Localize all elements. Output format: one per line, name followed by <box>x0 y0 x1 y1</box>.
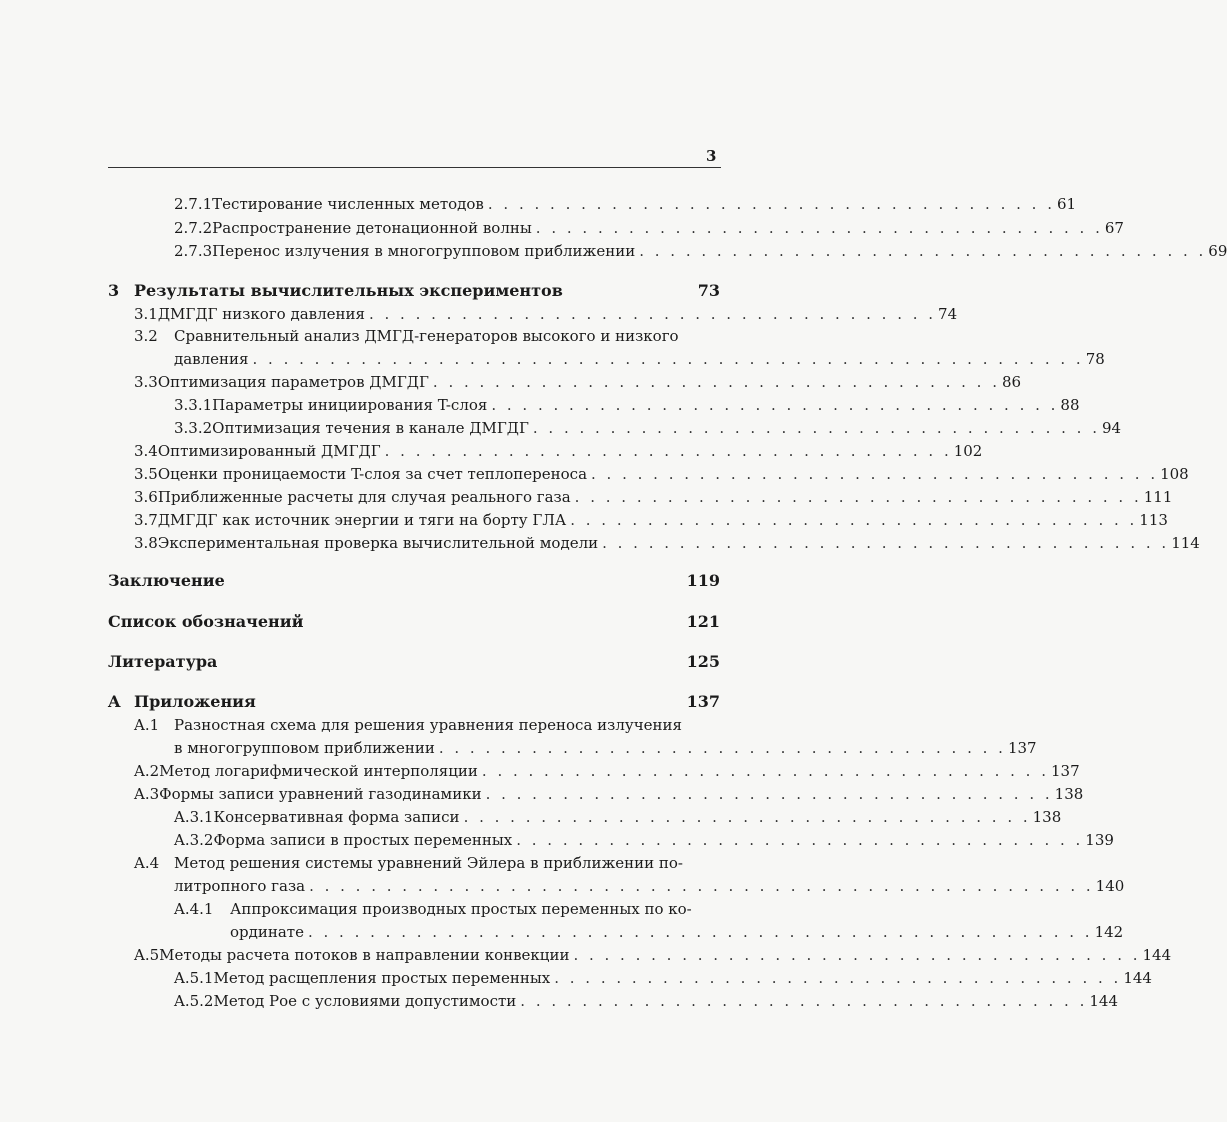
toc-chapter-page: 119 <box>686 571 720 590</box>
toc-entry <box>134 326 720 346</box>
toc-entry <box>174 968 1152 988</box>
toc-entry-title: Экспериментальная проверка вычислительной модели <box>157 534 599 552</box>
toc-chapter-title: Результаты вычислительных экспериментов <box>134 281 563 300</box>
toc-entry-title: Метод расщепления простых переменных <box>213 969 551 987</box>
toc-chapter-page: 137 <box>686 692 720 711</box>
toc-entry-number: 2.7.3 <box>174 242 213 260</box>
toc-entry-page: 144 <box>1142 946 1172 964</box>
toc-leader-dots: . . . . . . . . . . . . . . . . . . . . . . . . . . . . . . . . . . . . . <box>532 419 1100 437</box>
toc-entry <box>174 418 1122 438</box>
toc-entry-title: Форма записи в простых переменных <box>213 831 513 849</box>
toc-entry-number: 3.3.2 <box>174 419 213 437</box>
toc-chapter-title: Список обозначений <box>108 612 304 631</box>
toc-entry-number: 3.6 <box>134 488 158 506</box>
toc-entry-page: 88 <box>1060 396 1080 414</box>
toc-chapter <box>108 571 720 591</box>
toc-entry-number: A.5.1 <box>174 969 214 987</box>
toc-chapter <box>108 652 720 672</box>
toc-leader-dots: . . . . . . . . . . . . . . . . . . . . . . . . . . . . . . . . . . . . . . . . . . . . . . . . . . . . . . <box>252 350 1084 368</box>
toc-entry-page: 137 <box>1007 739 1037 757</box>
toc-entry-page: 137 <box>1050 762 1080 780</box>
toc-entry-page: 108 <box>1160 465 1189 483</box>
toc-entry <box>134 761 1080 781</box>
toc-chapter-page: 125 <box>686 652 720 671</box>
toc-entry-page: 144 <box>1123 969 1152 987</box>
toc-entry-continuation <box>174 876 1125 896</box>
toc-entry-number: A.2 <box>134 762 160 780</box>
toc-entry <box>134 784 1084 804</box>
toc-chapter-page: 121 <box>686 612 720 631</box>
toc-leader-dots: . . . . . . . . . . . . . . . . . . . . . . . . . . . . . . . . . . . . . <box>384 442 952 460</box>
toc-entry-title: Аппроксимация производных простых переменных по ко- <box>230 900 692 918</box>
toc-leader-dots: . . . . . . . . . . . . . . . . . . . . . . . . . . . . . . . . . . . . . . . . . . . . . . . . . . . <box>309 877 1094 895</box>
toc-entry <box>174 991 1118 1011</box>
toc-leader-dots: . . . . . . . . . . . . . . . . . . . . . . . . . . . . . . . . . . . . . . . . . . . . . . . . . . . <box>307 923 1093 941</box>
toc-entry-title: Параметры инициирования T-слоя <box>212 396 488 414</box>
toc-entry-page: 138 <box>1054 785 1084 803</box>
toc-leader-dots: . . . . . . . . . . . . . . . . . . . . . . . . . . . . . . . . . . . . . <box>463 808 1031 826</box>
toc-leader-dots: . . . . . . . . . . . . . . . . . . . . . . . . . . . . . . . . . . . . . <box>438 739 1006 757</box>
toc-entry-number: 3.3.1 <box>174 396 213 414</box>
toc-chapter-title: Заключение <box>108 571 225 590</box>
toc-entry-title: Метод решения системы уравнений Эйлера в приближении по- <box>174 854 683 872</box>
toc-entry-title: Сравнительный анализ ДМГД-генераторов высокого и низкого <box>174 327 679 345</box>
toc-entry-page: 139 <box>1085 831 1114 849</box>
toc-entry-title: Перенос излучения в многогрупповом приближении <box>212 242 636 260</box>
toc-entry <box>174 830 1114 850</box>
toc-entry-number: A.5 <box>134 946 160 964</box>
toc-entry <box>174 241 1227 261</box>
toc-entry-number: A.3.2 <box>174 831 214 849</box>
toc-leader-dots: . . . . . . . . . . . . . . . . . . . . . . . . . . . . . . . . . . . . . <box>520 992 1088 1010</box>
toc-leader-dots: . . . . . . . . . . . . . . . . . . . . . . . . . . . . . . . . . . . . . <box>481 762 1049 780</box>
toc-chapter-title: Приложения <box>134 692 256 711</box>
toc-entry <box>134 304 958 324</box>
toc-leader-dots: . . . . . . . . . . . . . . . . . . . . . . . . . . . . . . . . . . . . . <box>591 465 1159 483</box>
toc-entry-number: 3.7 <box>134 511 158 529</box>
toc-leader-dots: . . . . . . . . . . . . . . . . . . . . . . . . . . . . . . . . . . . . . <box>639 242 1207 260</box>
toc-entry-page: 67 <box>1104 219 1124 237</box>
toc-entry-title: Методы расчета потоков в направлении конвекции <box>159 946 570 964</box>
toc-entry-title: Оптимизированный ДМГДГ <box>157 442 381 460</box>
toc-entry-number: 2.7.1 <box>174 195 213 213</box>
toc-entry-number: 3.5 <box>134 465 158 483</box>
toc-entry <box>134 853 720 873</box>
toc-entry <box>134 441 983 461</box>
toc-entry-title: Распространение детонационной волны <box>212 219 532 237</box>
toc-entry <box>134 510 1168 530</box>
toc-entry <box>174 899 720 919</box>
toc-entry-page: 78 <box>1085 350 1105 368</box>
toc-leader-dots: . . . . . . . . . . . . . . . . . . . . . . . . . . . . . . . . . . . . . <box>491 396 1059 414</box>
toc-chapter <box>108 612 720 632</box>
toc-entry <box>174 218 1124 238</box>
toc-leader-dots: . . . . . . . . . . . . . . . . . . . . . . . . . . . . . . . . . . . . . <box>487 195 1055 213</box>
toc-entry-number: A.3.1 <box>174 808 214 826</box>
toc-leader-dots: . . . . . . . . . . . . . . . . . . . . . . . . . . . . . . . . . . . . . <box>485 785 1053 803</box>
toc-entry-continuation <box>174 738 1037 758</box>
toc-entry <box>134 487 1173 507</box>
toc-entry-number: 3.1 <box>134 305 158 323</box>
toc-entry-number: 2.7.2 <box>174 219 213 237</box>
toc-entry-continuation <box>230 922 1124 942</box>
toc-entry <box>134 945 1172 965</box>
toc-entry-number: A.4 <box>134 854 160 872</box>
toc-chapter <box>108 281 720 301</box>
toc-entry-number: 3.3 <box>134 373 158 391</box>
toc-entry-title: Формы записи уравнений газодинамики <box>159 785 482 803</box>
toc-chapter <box>108 692 720 712</box>
toc-entry-title: Приближенные расчеты для случая реального газа <box>157 488 571 506</box>
toc-entry <box>174 807 1062 827</box>
toc-entry-page: 140 <box>1095 877 1125 895</box>
toc-entry-title-cont: литропного газа <box>174 877 306 895</box>
toc-entry-page: 113 <box>1139 511 1168 529</box>
toc-entry-page: 102 <box>953 442 983 460</box>
toc-entry-number: A.4.1 <box>174 900 214 918</box>
toc-leader-dots: . . . . . . . . . . . . . . . . . . . . . . . . . . . . . . . . . . . . . <box>535 219 1103 237</box>
toc-entry <box>174 395 1080 415</box>
toc-entry-title: Оценки проницаемости T-слоя за счет теплопереноса <box>157 465 588 483</box>
toc-leader-dots: . . . . . . . . . . . . . . . . . . . . . . . . . . . . . . . . . . . . . <box>554 969 1122 987</box>
toc-entry-title: ДМГДГ как источник энергии и тяги на борту ГЛА <box>157 511 567 529</box>
toc-entry-number: A.3 <box>134 785 160 803</box>
toc-entry-title: Оптимизация течения в канале ДМГДГ <box>212 419 529 437</box>
toc-leader-dots: . . . . . . . . . . . . . . . . . . . . . . . . . . . . . . . . . . . . . <box>432 373 1000 391</box>
toc-leader-dots: . . . . . . . . . . . . . . . . . . . . . . . . . . . . . . . . . . . . . <box>516 831 1084 849</box>
toc-entry-title-cont: ординате <box>230 923 304 941</box>
toc-entry-page: 144 <box>1089 992 1118 1010</box>
toc-entry <box>134 533 1200 553</box>
toc-entry-page: 142 <box>1094 923 1124 941</box>
toc-entry-page: 74 <box>938 305 958 323</box>
toc-entry-page: 61 <box>1056 195 1077 213</box>
toc-entry-page: 69 <box>1208 242 1227 260</box>
toc-chapter-title: Литература <box>108 652 218 671</box>
header-rule <box>108 167 721 168</box>
toc-entry-title: Консервативная форма записи <box>213 808 460 826</box>
toc-entry-page: 94 <box>1101 419 1122 437</box>
toc-entry-number: A.5.2 <box>174 992 214 1010</box>
toc-entry-number: 3.4 <box>134 442 158 460</box>
toc-leader-dots: . . . . . . . . . . . . . . . . . . . . . . . . . . . . . . . . . . . . . <box>573 946 1141 964</box>
toc-leader-dots: . . . . . . . . . . . . . . . . . . . . . . . . . . . . . . . . . . . . . <box>574 488 1142 506</box>
toc-entry-page: 114 <box>1171 534 1200 552</box>
toc-entry-continuation <box>174 349 1105 369</box>
toc-entry <box>134 372 1022 392</box>
toc-entry-page: 111 <box>1143 488 1173 506</box>
toc-entry-title: Разностная схема для решения уравнения переноса излучения <box>174 716 682 734</box>
toc-entry-title: Метод Рое с условиями допустимости <box>213 992 517 1010</box>
toc-chapter-number: 3 <box>108 281 120 300</box>
toc-entry <box>134 464 1189 484</box>
page-number: 3 <box>706 147 717 165</box>
toc-entry-title: Метод логарифмической интерполяции <box>159 762 478 780</box>
toc-leader-dots: . . . . . . . . . . . . . . . . . . . . . . . . . . . . . . . . . . . . . <box>368 305 937 323</box>
toc-entry-page: 86 <box>1001 373 1022 391</box>
toc-chapter-number: A <box>108 692 121 711</box>
toc-entry-title: Оптимизация параметров ДМГДГ <box>157 373 429 391</box>
toc-entry-title-cont: давления <box>174 350 249 368</box>
toc-entry-title: Тестирование численных методов <box>212 195 484 213</box>
toc-entry-number: A.1 <box>134 716 160 734</box>
toc-leader-dots: . . . . . . . . . . . . . . . . . . . . . . . . . . . . . . . . . . . . . <box>570 511 1138 529</box>
toc-leader-dots: . . . . . . . . . . . . . . . . . . . . . . . . . . . . . . . . . . . . . <box>602 534 1170 552</box>
toc-chapter-page: 73 <box>697 281 720 300</box>
toc-entry-number: 3.8 <box>134 534 158 552</box>
toc-entry-number: 3.2 <box>134 327 158 345</box>
toc-entry-title: ДМГДГ низкого давления <box>157 305 365 323</box>
toc-entry-page: 138 <box>1032 808 1062 826</box>
toc-entry <box>174 194 1077 214</box>
toc-entry-title-cont: в многогрупповом приближении <box>174 739 435 757</box>
toc-entry <box>134 715 720 735</box>
